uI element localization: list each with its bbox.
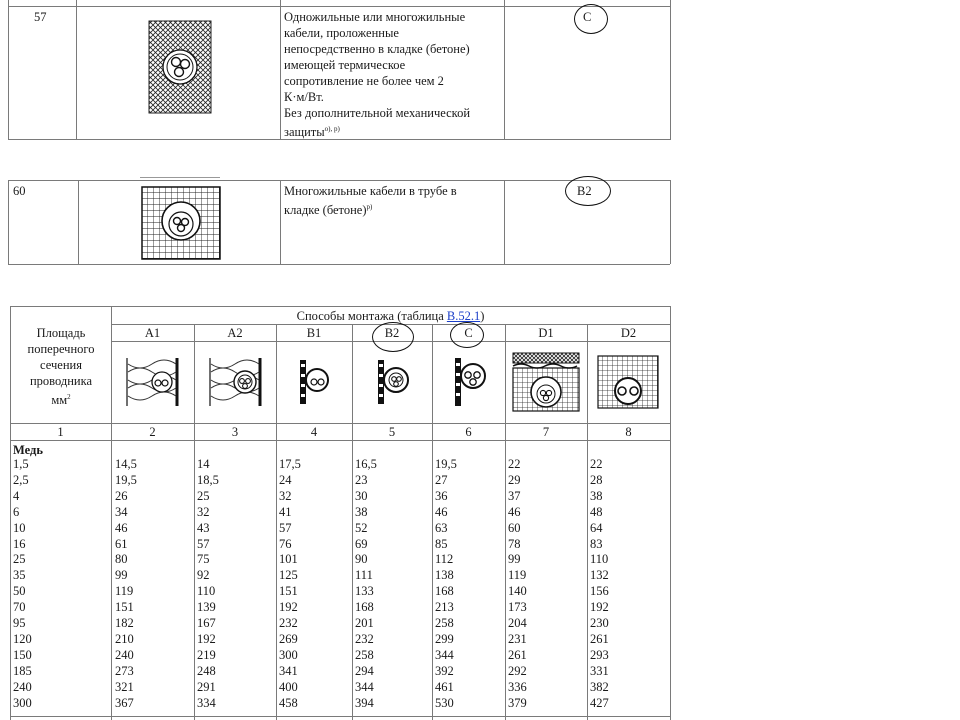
current-value: 22: [508, 457, 521, 471]
current-value: 293: [590, 647, 609, 662]
current-value: 173: [508, 600, 527, 615]
current-value: 291: [197, 679, 216, 694]
area-header-line: Площадь: [36, 326, 86, 340]
current-value: 331: [590, 663, 609, 678]
method-a2-label: A2: [227, 326, 243, 340]
current-value: 110: [590, 552, 609, 567]
current-value: 17,5: [279, 457, 301, 471]
current-value: 300: [279, 647, 298, 662]
column-number: 8: [625, 425, 632, 439]
row-number: 60: [13, 184, 26, 198]
current-value: 231: [508, 631, 527, 646]
section-value: 120: [13, 631, 32, 646]
current-value: 24: [279, 472, 292, 487]
current-value: 60: [508, 520, 521, 535]
current-value: 99: [508, 552, 521, 567]
cable-in-ground-icon: [597, 355, 659, 409]
current-value: 258: [435, 616, 454, 630]
current-value: 167: [197, 616, 216, 630]
current-value: 232: [355, 631, 374, 646]
current-value: 192: [590, 600, 609, 615]
current-value: 168: [435, 584, 454, 599]
current-value: 138: [435, 568, 454, 583]
method-a1-label: A1: [144, 326, 161, 340]
conduit-on-wall-single-icon: [298, 358, 334, 406]
current-value: 14,5: [115, 457, 137, 471]
method-label: B2: [577, 184, 592, 198]
current-value: 461: [435, 679, 454, 694]
section-value: 2,5: [13, 472, 29, 487]
current-value: 57: [279, 520, 292, 535]
description-line: кабели, проложенные: [284, 26, 399, 40]
current-value: 125: [279, 568, 298, 583]
current-value: 299: [435, 631, 454, 646]
current-value: 57: [197, 536, 210, 551]
current-value: 37: [508, 488, 521, 503]
section-value: 70: [13, 600, 26, 615]
current-value: 23: [355, 472, 368, 487]
insulated-wall-single-icon: [125, 356, 181, 408]
description-line: [284, 121, 502, 140]
description-line: имеющей термическое: [284, 58, 406, 72]
current-value: 394: [355, 695, 374, 710]
section-value: 300: [13, 695, 32, 710]
current-value: 530: [435, 695, 454, 710]
section-value: 25: [13, 552, 26, 567]
current-value: 26: [115, 488, 128, 503]
cable-on-wall-icon: [453, 356, 489, 408]
current-value: 392: [435, 663, 454, 678]
current-value: 101: [279, 552, 298, 567]
column-number: 4: [310, 425, 318, 439]
current-value: 75: [197, 552, 210, 567]
current-value: 192: [197, 631, 216, 646]
current-value: 132: [590, 568, 609, 583]
current-value: 458: [279, 695, 298, 710]
current-value: 69: [355, 536, 368, 551]
current-value: 38: [355, 504, 368, 519]
current-value: 258: [355, 647, 374, 662]
column-number: 7: [542, 425, 550, 439]
current-value: 36: [435, 488, 448, 503]
current-value: 292: [508, 663, 527, 678]
current-value: 85: [435, 536, 448, 551]
description-line: сопротивление не более чем 2: [284, 74, 444, 88]
current-value: 192: [279, 600, 298, 615]
current-value: 25: [197, 488, 210, 503]
current-value: 248: [197, 663, 216, 678]
current-value: 336: [508, 679, 527, 694]
current-value: 168: [355, 600, 374, 615]
description-line: [284, 199, 502, 218]
current-value: 110: [197, 584, 216, 599]
area-header: [11, 325, 111, 408]
current-value: 427: [590, 695, 609, 710]
current-value: 46: [508, 504, 521, 519]
current-value: 151: [115, 600, 134, 615]
method-highlight-circle: [574, 4, 608, 34]
footnote-mark: о), р): [324, 125, 340, 133]
column-number: 2: [149, 425, 156, 439]
cable-in-conduit-icon: [141, 186, 221, 260]
current-value: 38: [590, 488, 603, 503]
current-value: 19,5: [435, 457, 457, 471]
methods-header: Способы монтажа (таблица B.52.1): [296, 309, 485, 323]
current-value: 52: [355, 520, 368, 535]
current-value: 18,5: [197, 472, 219, 487]
row-description: [284, 9, 502, 140]
description-line: Одножильные или многожильные: [284, 10, 466, 24]
current-value: 43: [197, 520, 210, 535]
column-number: 3: [231, 425, 239, 439]
current-value: 27: [435, 472, 448, 487]
current-value: 34: [115, 504, 128, 519]
section-value: 1,5: [13, 457, 29, 471]
section-value: 16: [13, 536, 26, 551]
table-reference-link[interactable]: B.52.1: [446, 309, 481, 323]
current-value: 111: [355, 568, 373, 583]
current-value: 83: [590, 536, 603, 551]
current-value: 140: [508, 584, 527, 599]
current-value: 28: [590, 472, 603, 487]
column-number: 5: [388, 425, 396, 439]
method-label: C: [583, 10, 592, 24]
current-value: 32: [197, 504, 210, 519]
method-b2-label: B2: [384, 326, 400, 340]
current-value: 119: [115, 584, 134, 599]
column-number: 6: [465, 425, 472, 439]
current-value: 219: [197, 647, 216, 662]
current-value: 19,5: [115, 472, 137, 487]
current-value: 46: [115, 520, 128, 535]
current-value: 29: [508, 472, 521, 487]
method-d2-label: D2: [620, 326, 637, 340]
row-number: 57: [34, 10, 47, 24]
method-b1-label: B1: [306, 326, 322, 340]
conduit-on-wall-multi-icon: [376, 358, 412, 406]
section-value: 35: [13, 568, 26, 583]
method-c-label: C: [464, 326, 473, 340]
cable-in-masonry-icon: [148, 20, 212, 114]
cable-in-ground-duct-icon: [512, 352, 580, 412]
section-value: 10: [13, 520, 26, 535]
current-value: 321: [115, 679, 134, 694]
current-value: 213: [435, 600, 454, 615]
current-value: 156: [590, 584, 609, 599]
description-line: непосредственно в кладке (бетоне): [284, 42, 470, 56]
current-value: 90: [355, 552, 368, 567]
current-value: 204: [508, 616, 527, 630]
current-value: 92: [197, 568, 210, 583]
current-value: 240: [115, 647, 134, 662]
current-value: 139: [197, 600, 216, 615]
current-value: 22: [590, 457, 603, 471]
current-value: 344: [435, 647, 454, 662]
current-value: 16,5: [355, 457, 377, 471]
section-value: 6: [13, 504, 20, 519]
current-value: 48: [590, 504, 603, 519]
method-d1-label: D1: [538, 326, 554, 340]
section-value: 240: [13, 679, 32, 694]
area-header-line: поперечного: [27, 342, 95, 356]
current-value: 41: [279, 504, 292, 519]
current-value: 232: [279, 616, 298, 630]
current-value: 32: [279, 488, 292, 503]
insulated-wall-multi-icon: [208, 356, 264, 408]
method-highlight-circle: [565, 176, 611, 206]
current-value: 400: [279, 679, 298, 694]
current-value: 30: [355, 488, 368, 503]
description-line: Без дополнительной механической: [284, 106, 471, 120]
footnote-mark: р): [366, 203, 373, 211]
current-value: 294: [355, 663, 374, 678]
description-last: кладке (бетоне): [284, 203, 367, 218]
section-value: 185: [13, 663, 32, 678]
current-value: 99: [115, 568, 128, 583]
current-value: 80: [115, 552, 128, 567]
current-value: 269: [279, 631, 298, 646]
section-value: 50: [13, 584, 26, 599]
method-highlight-circle: [372, 322, 414, 352]
column-number: 1: [57, 425, 64, 439]
current-value: 63: [435, 520, 448, 535]
description-line: Многожильные кабели в трубе в: [284, 184, 457, 198]
current-value: 201: [355, 616, 374, 630]
current-value: 334: [197, 695, 216, 710]
current-value: 261: [590, 631, 609, 646]
current-value: 151: [279, 584, 298, 599]
current-value: 133: [355, 584, 374, 599]
section-value: 4: [13, 488, 20, 503]
current-value: 76: [279, 536, 292, 551]
current-value: 112: [435, 552, 454, 567]
section-value: 150: [13, 647, 32, 662]
current-value: 273: [115, 663, 134, 678]
current-value: 382: [590, 679, 609, 694]
section-value: 95: [13, 616, 26, 630]
current-value: 64: [590, 520, 603, 535]
area-header-line: сечения: [40, 358, 82, 372]
area-header-line: проводника: [29, 374, 93, 388]
current-value: 182: [115, 616, 134, 630]
current-value: 341: [279, 663, 298, 678]
description-line: К·м/Вт.: [284, 90, 324, 104]
current-value: 61: [115, 536, 128, 551]
current-value: 14: [197, 457, 210, 471]
row-description: [284, 183, 502, 218]
material-label: Медь: [13, 443, 43, 457]
current-value: 344: [355, 679, 374, 694]
current-value: 210: [115, 631, 134, 646]
method-highlight-circle: [450, 322, 484, 348]
current-value: 119: [508, 568, 527, 583]
area-unit: $мм^2$: [51, 393, 71, 408]
current-value: 230: [590, 616, 609, 630]
current-value: 261: [508, 647, 527, 662]
current-value: 78: [508, 536, 521, 551]
current-value: 367: [115, 695, 134, 710]
current-value: 46: [435, 504, 448, 519]
current-value: 379: [508, 695, 527, 710]
description-last: защиты: [284, 125, 325, 140]
